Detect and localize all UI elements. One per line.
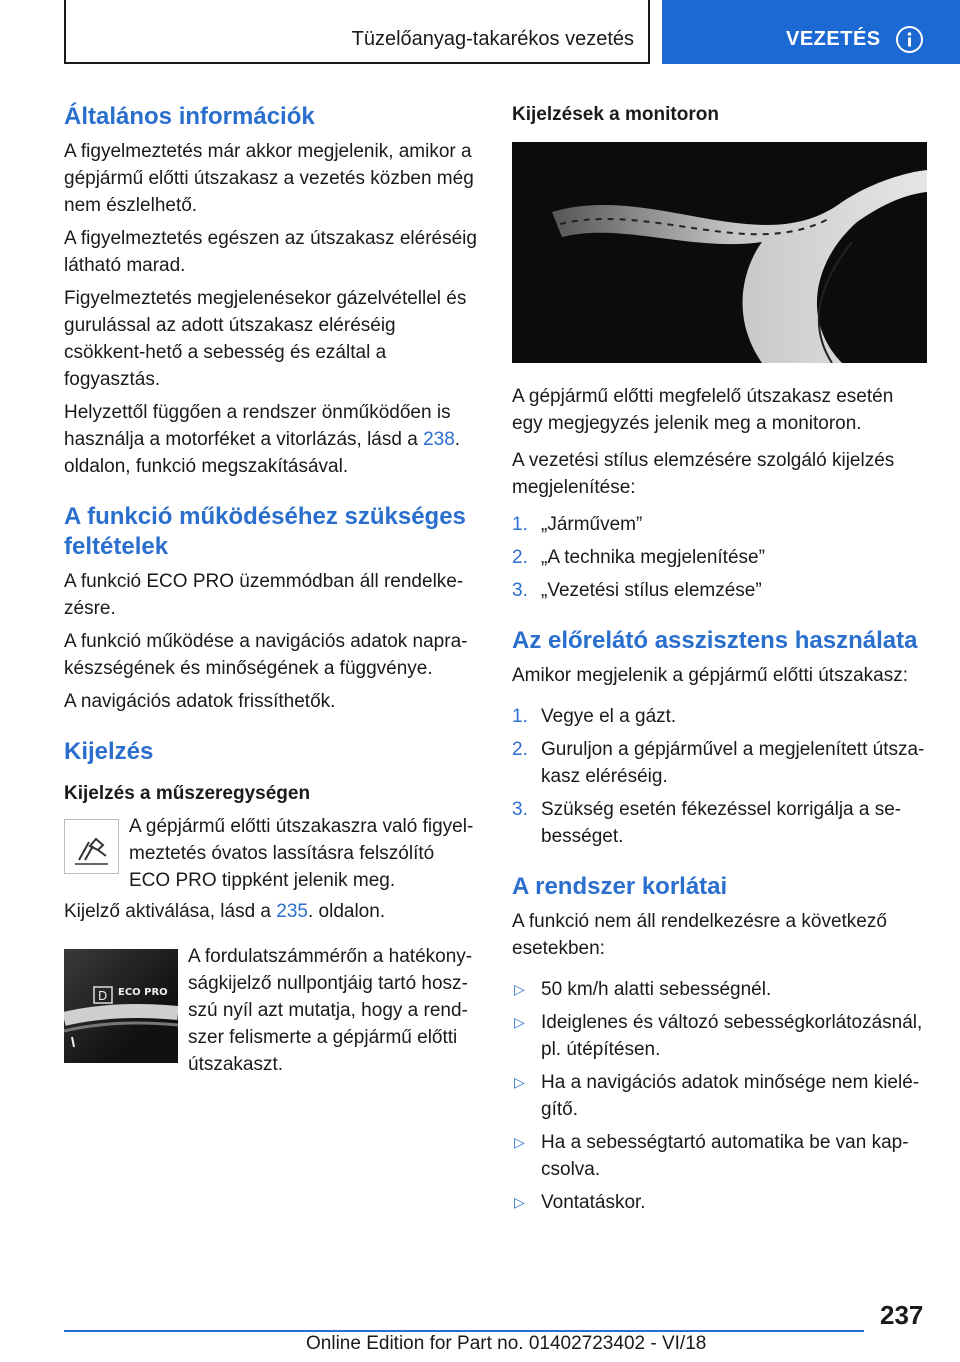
paragraph: A funkció ECO PRO üzemmódban áll rendelke-zésre.: [64, 571, 464, 619]
paragraph: A figyelmeztetés egészen az útszakasz eléréséig látható marad.: [64, 228, 477, 276]
page-link[interactable]: 238: [423, 429, 455, 450]
list-item: ▷ Ha a sebességtartó automatika be van kap-csolva.: [512, 1129, 927, 1183]
paragraph: A navigációs adatok frissíthetők.: [64, 691, 336, 712]
list-item: 3. Szükség esetén fékezéssel korrigálja a se-bességet.: [512, 799, 902, 847]
paragraph: A funkció működése a navigációs adatok napra-készségének és minőségének a függvénye.: [64, 631, 468, 679]
paragraph: A vezetési stílus elemzésére szolgáló kijelzés megjelenítése:: [512, 450, 895, 498]
list-item: ▷ Vontatáskor.: [512, 1189, 927, 1216]
paragraph: Amikor megjelenik a gépjármű előtti útszakasz:: [512, 665, 909, 686]
section-label: VEZETÉS: [786, 28, 881, 50]
heading-monitor: Kijelzések a monitoron: [512, 104, 719, 125]
gauge-block: [64, 943, 479, 1078]
paragraph: A fordulatszámmérőn a hatékony-ságkijelző nullpontjáig tartó hosz-szú nyíl azt mutatja, hogy a rend-szer felismerte a gépjármű előtti útszakaszt.: [188, 946, 473, 1075]
triangle-bullet-icon: ▷: [514, 981, 525, 997]
list-assistant-steps: [512, 703, 927, 850]
heading-general-info: Általános információk: [64, 103, 315, 130]
list-limits: [512, 976, 927, 1216]
triangle-bullet-icon: ▷: [514, 1074, 525, 1090]
triangle-bullet-icon: ▷: [514, 1134, 525, 1150]
page-link[interactable]: 235: [276, 901, 308, 922]
list-item: 1. Vegye el a gázt.: [512, 706, 677, 727]
heading-requirements: A funkció működéséhez szükséges feltételek: [64, 503, 466, 560]
footer-edition: Online Edition for Part no. 01402723402 - VI/18: [306, 1333, 707, 1354]
footer-divider: [64, 1330, 864, 1332]
right-column: [512, 102, 927, 1222]
chapter-title: Tüzelőanyag-takarékos vezetés: [351, 28, 634, 50]
list-item: ▷ 50 km/h alatti sebességnél.: [512, 976, 927, 1003]
list-item: ▷ Ideiglenes és változó sebességkorlátozásnál, pl. útépítésen.: [512, 1009, 927, 1063]
left-column: [64, 102, 479, 1078]
list-item: 3. „Vezetési stílus elemzése”: [512, 580, 762, 601]
eco-pro-label: ECO PRO: [118, 987, 168, 998]
cluster-block: [64, 813, 479, 894]
rev-counter-image: [64, 949, 178, 1063]
heading-assistant: Az előrelátó asszisztens használata: [512, 627, 918, 654]
triangle-bullet-icon: ▷: [514, 1194, 525, 1210]
gear-label: D: [98, 989, 108, 1003]
info-icon: [896, 26, 923, 53]
list-display-steps: [512, 511, 927, 604]
paragraph: A gépjármű előtti megfelelő útszakasz esetén egy megjegyzés jelenik meg a monitoron.: [512, 386, 894, 434]
monitor-road-image: [512, 142, 927, 363]
list-item: 1. „Járművem”: [512, 514, 643, 535]
paragraph: A gépjármű előtti útszakaszra való figyel-meztetés óvatos lassításra felszólító ECO PRO tippként jelenik meg.: [129, 816, 474, 891]
heading-cluster: Kijelzés a műszeregységen: [64, 783, 311, 804]
eco-pro-tip-icon: [64, 819, 119, 874]
header-chapter-box: [64, 0, 650, 64]
paragraph: A funkció nem áll rendelkezésre a következő esetekben:: [512, 911, 887, 959]
list-item: ▷ Ha a navigációs adatok minősége nem kielé-gítő.: [512, 1069, 927, 1123]
paragraph: Helyzettől függően a rendszer önműködően is használja a motorféket a vitorlázás, lásd a 238. oldalon, funkció megszakításával.: [64, 402, 461, 477]
triangle-bullet-icon: ▷: [514, 1014, 525, 1030]
heading-limits: A rendszer korlátai: [512, 873, 728, 900]
list-item: 2. „A technika megjelenítése”: [512, 547, 765, 568]
paragraph: Kijelző aktiválása, lásd a 235. oldalon.: [64, 901, 386, 922]
paragraph: Figyelmeztetés megjelenésekor gázelvétellel és gurulással az adott útszakasz eléréséig csökkent-hető a sebesség és ezáltal a fogyasztás.: [64, 288, 467, 390]
heading-display: Kijelzés: [64, 738, 154, 765]
list-item: 2. Guruljon a gépjárművel a megjelenített útsza-kasz eléréséig.: [512, 739, 925, 787]
paragraph: A figyelmeztetés már akkor megjelenik, amikor a gépjármű előtti útszakasz a vezetés közben még nem észlelhető.: [64, 141, 474, 216]
page-number: 237: [880, 1300, 924, 1330]
header-section-box: [662, 0, 960, 64]
